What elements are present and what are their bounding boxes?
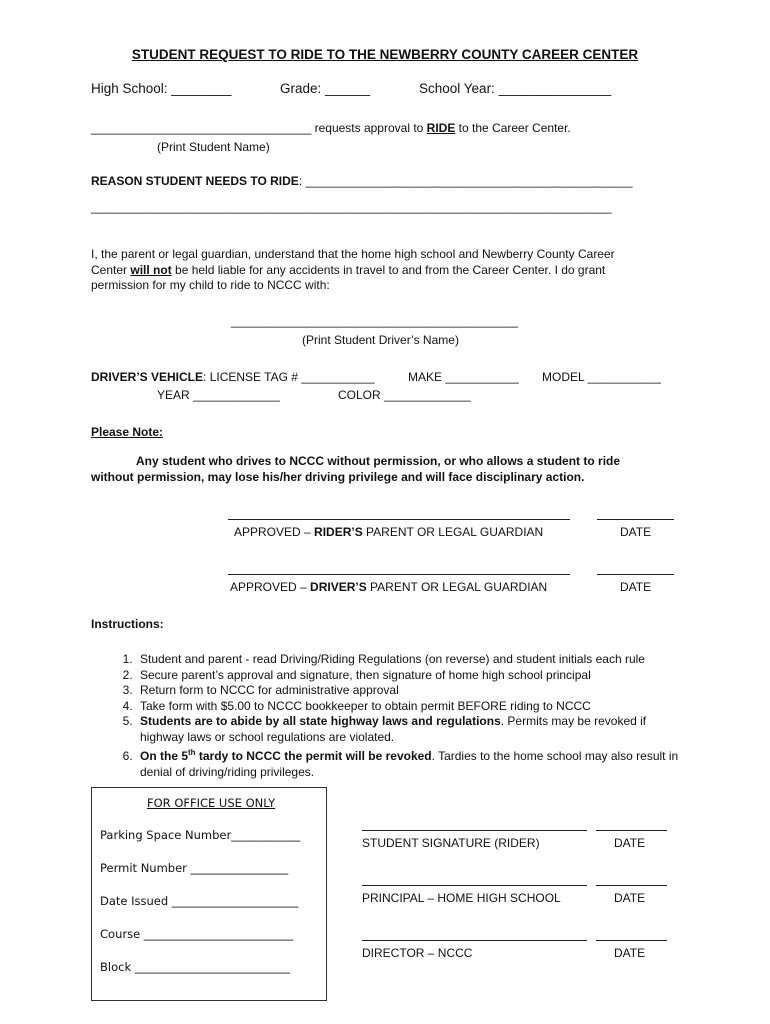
vehicle-label: DRIVER’S VEHICLE [91, 370, 204, 384]
will-not-emphasis: will not [130, 262, 172, 277]
rider-date-line[interactable] [597, 519, 674, 520]
school-year-field[interactable]: School Year: _______________ [419, 81, 612, 96]
instruction-item: 3. Return form to NCCC for administrative approval [136, 683, 681, 699]
date-issued-field[interactable]: Date Issued ______________________ [100, 894, 299, 908]
course-field[interactable]: Course __________________________ [100, 927, 294, 941]
instruction-item: 1. Student and parent - read Driving/Riding Regulations (on reverse) and student initials each rule [136, 652, 681, 668]
driver-date-label: DATE [620, 580, 652, 594]
reason-label: REASON STUDENT NEEDS TO RIDE [91, 174, 299, 188]
office-use-heading: FOR OFFICE USE ONLY [147, 796, 276, 810]
color-field[interactable]: COLOR _____________ [338, 388, 471, 402]
request-ride-word: RIDE [426, 121, 456, 135]
office-use-box [91, 787, 327, 1001]
request-text-pre: requests approval to [314, 121, 427, 135]
driver-name-blank[interactable]: ___________________________________________ [231, 314, 518, 328]
rider-guardian-signature-line[interactable] [228, 519, 570, 520]
parking-space-field[interactable]: Parking Space Number____________ [100, 828, 301, 842]
year-field[interactable]: YEAR _____________ [157, 388, 280, 402]
print-student-name-label: (Print Student Name) [157, 140, 270, 154]
guardian-line-3: permission for my child to ride to NCCC with: [91, 278, 330, 292]
license-tag-field[interactable]: : LICENSE TAG # ___________ [203, 370, 375, 384]
reason-colon: : [298, 174, 306, 188]
student-request-line [91, 121, 571, 135]
instructions-heading: Instructions: [91, 617, 164, 631]
principal-date-line[interactable] [596, 885, 667, 886]
reason-line [91, 174, 633, 188]
permit-number-field[interactable]: Permit Number _________________ [100, 861, 289, 875]
model-field[interactable]: MODEL ___________ [542, 370, 661, 384]
guardian-line-2: Center will not be held liable for any accidents in travel to and from the Career Center. I do grant [91, 262, 606, 277]
director-signature-line[interactable] [362, 940, 587, 941]
high-school-field[interactable]: High School: ________ [91, 81, 232, 96]
reason-blank-2[interactable]: ______________________________________________________________________________ [91, 200, 612, 214]
rider-approval-label: APPROVED – RIDER’S PARENT OR LEGAL GUARDIAN [234, 525, 544, 539]
reason-blank-1[interactable]: _________________________________________________ [305, 174, 633, 188]
request-text-post: to the Career Center. [455, 121, 571, 135]
please-note-heading: Please Note: [91, 425, 164, 439]
director-signature-label: DIRECTOR – NCCC [362, 946, 473, 960]
principal-signature-line[interactable] [362, 885, 587, 886]
instruction-item: 4. Take form with $5.00 to NCCC bookkeeper to obtain permit BEFORE riding to NCCC [136, 699, 681, 715]
driver-name-label: (Print Student Driver’s Name) [302, 333, 459, 347]
note-line-1: Any student who drives to NCCC without permission, or who allows a student to ride [136, 454, 621, 468]
driver-date-line[interactable] [597, 574, 674, 575]
instructions-list [91, 652, 681, 780]
principal-date-label: DATE [614, 891, 646, 905]
student-name-blank[interactable]: _________________________________ [91, 121, 312, 135]
student-signature-date-label: DATE [614, 836, 646, 850]
instruction-item: 6. On the 5th tardy to NCCC the permit will be revoked. Tardies to the home school may also result in denial of driving/riding privileges. [136, 745, 681, 780]
form-title: STUDENT REQUEST TO RIDE TO THE NEWBERRY COUNTY CAREER CENTER [131, 47, 639, 62]
principal-signature-label: PRINCIPAL – HOME HIGH SCHOOL [362, 891, 561, 905]
grade-field[interactable]: Grade: ______ [280, 81, 371, 96]
student-signature-line[interactable] [362, 830, 587, 831]
driver-approval-label: APPROVED – DRIVER’S PARENT OR LEGAL GUARDIAN [230, 580, 548, 594]
vehicle-line [91, 370, 375, 384]
instruction-item: 5. Students are to abide by all state highway laws and regulations. Permits may be revoked if highway laws or school regulations are violated. [136, 714, 681, 745]
student-signature-date-line[interactable] [596, 830, 667, 831]
instruction-item: 2. Secure parent’s approval and signature, then signature of home high school principal [136, 668, 681, 684]
note-line-2: without permission, may lose his/her driving privilege and will face disciplinary action. [91, 470, 585, 484]
director-date-line[interactable] [596, 940, 667, 941]
guardian-line-1: I, the parent or legal guardian, understand that the home high school and Newberry County Career [91, 247, 615, 261]
student-signature-label: STUDENT SIGNATURE (RIDER) [362, 836, 540, 850]
rider-date-label: DATE [620, 525, 652, 539]
block-field[interactable]: Block ___________________________ [100, 960, 291, 974]
driver-guardian-signature-line[interactable] [228, 574, 570, 575]
director-date-label: DATE [614, 946, 646, 960]
make-field[interactable]: MAKE ___________ [408, 370, 519, 384]
guardian-paragraph [91, 247, 615, 294]
